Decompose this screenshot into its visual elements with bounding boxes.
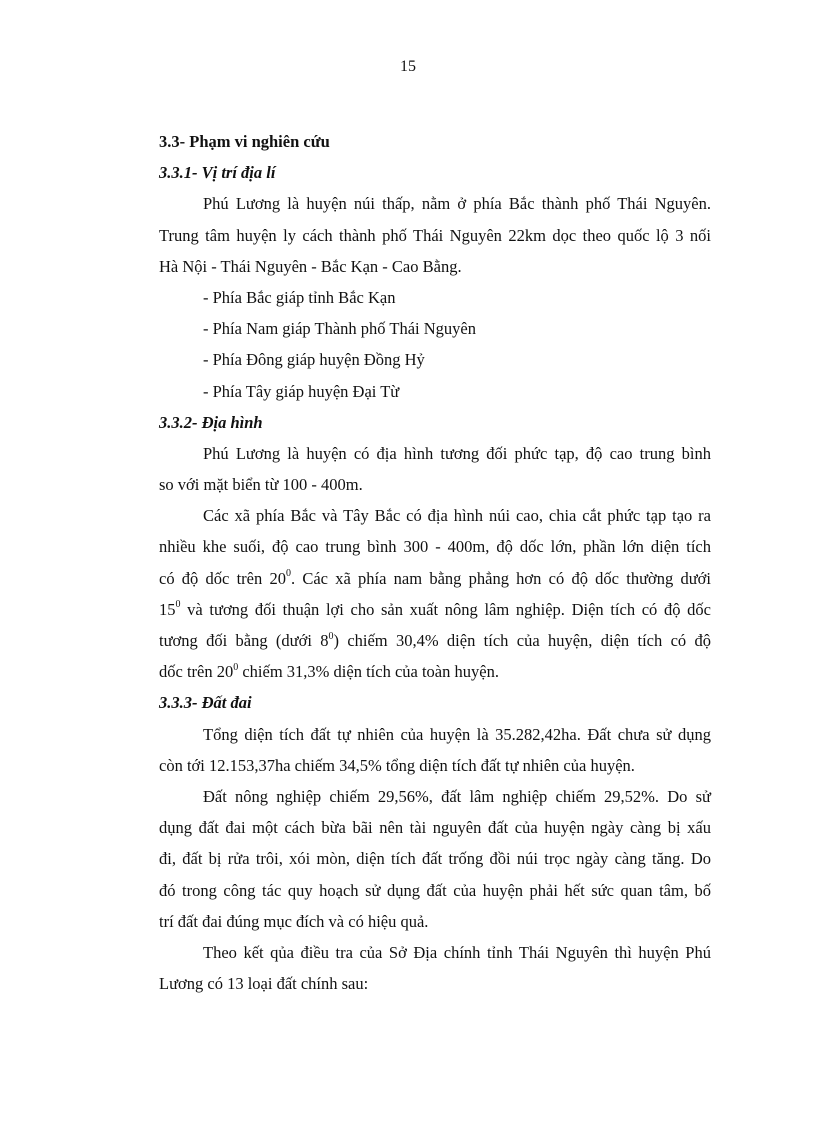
paragraph-line: đó trong công tác quy hoạch sử dụng đất của huyện phải hết sức quan tâm, bố <box>159 880 711 900</box>
text-segment: . Các xã phía nam bằng phẳng hơn có độ dốc thường dưới <box>290 568 711 588</box>
superscript-degree: 0 <box>175 599 181 611</box>
border-item-north: - Phía Bắc giáp tỉnh Bắc Kạn <box>203 287 396 307</box>
paragraph-line: Theo kết qủa điều tra của Sở Địa chính tỉnh Thái Nguyên thì huyện Phú <box>203 942 711 962</box>
text-segment: và tương đối thuận lợi cho sản xuất nông lâm nghiệp. Diện tích có độ dốc <box>180 599 711 619</box>
superscript-degree: 0 <box>328 630 334 642</box>
paragraph-line: Lương có 13 loại đất chính sau: <box>159 974 369 994</box>
paragraph-line: Các xã phía Bắc và Tây Bắc có địa hình núi cao, chia cắt phức tạp tạo ra <box>203 506 711 526</box>
subsection-heading-location: 3.3.1- Vị trí địa lí <box>159 163 276 183</box>
subsection-heading-land: 3.3.3- Đất đai <box>159 693 252 713</box>
paragraph-line <box>159 563 711 594</box>
paragraph-line: Hà Nội - Thái Nguyên - Bắc Kạn - Cao Bằng. <box>159 256 462 276</box>
paragraph-line: Phú Lương là huyện có địa hình tương đối phức tạp, độ cao trung bình <box>203 443 711 463</box>
text-segment: 15 <box>159 599 176 619</box>
paragraph-line <box>159 594 711 625</box>
section-heading: 3.3- Phạm vi nghiên cứu <box>159 132 330 151</box>
paragraph-line <box>159 625 711 656</box>
paragraph-line: Phú Lương là huyện núi thấp, nằm ở phía Bắc thành phố Thái Nguyên. <box>203 194 711 214</box>
text-segment: ) chiếm 30,4% diện tích của huyện, diện tích có độ <box>333 631 711 650</box>
text-segment: dốc trên 20 <box>159 662 234 682</box>
text-segment: chiếm 31,3% diện tích của toàn huyện. <box>238 662 499 682</box>
text-segment: tương đối bằng (dưới 8 <box>159 631 329 650</box>
paragraph-line: Đất nông nghiệp chiếm 29,56%, đất lâm nghiệp chiếm 29,52%. Do sử <box>203 786 711 806</box>
paragraph-line: còn tới 12.153,37ha chiếm 34,5% tổng diện tích đất tự nhiên của huyện. <box>159 755 635 775</box>
paragraph-line: nhiều khe suối, độ cao trung bình 300 - 400m, độ dốc lớn, phần lớn diện tích <box>159 537 711 557</box>
text-segment: có độ dốc trên 20 <box>159 568 286 588</box>
page-content <box>159 126 711 999</box>
border-item-south: - Phía Nam giáp Thành phố Thái Nguyên <box>203 319 476 339</box>
border-item-east: - Phía Đông giáp huyện Đồng Hỷ <box>203 350 425 370</box>
paragraph-line <box>159 656 711 687</box>
subsection-heading-terrain: 3.3.2- Địa hình <box>159 412 263 432</box>
page-number: 15 <box>400 58 416 75</box>
paragraph-line: trí đất đai đúng mục đích và có hiệu quả. <box>159 911 429 931</box>
superscript-degree: 0 <box>233 661 239 673</box>
paragraph-line: Trung tâm huyện ly cách thành phố Thái Nguyên 22km dọc theo quốc lộ 3 nối <box>159 225 711 245</box>
superscript-degree: 0 <box>285 568 291 580</box>
paragraph-line: so với mặt biển từ 100 - 400m. <box>159 475 363 495</box>
paragraph-line: Tổng diện tích đất tự nhiên của huyện là 35.282,42ha. Đất chưa sử dụng <box>203 724 711 744</box>
paragraph-line: đi, đất bị rửa trôi, xói mòn, diện tích đất trống đồi núi trọc ngày càng tăng. Do <box>159 849 711 869</box>
border-item-west: - Phía Tây giáp huyện Đại Từ <box>203 381 400 401</box>
paragraph-line: dụng đất đai một cách bừa bãi nên tài nguyên đất của huyện ngày càng bị xấu <box>159 818 711 838</box>
